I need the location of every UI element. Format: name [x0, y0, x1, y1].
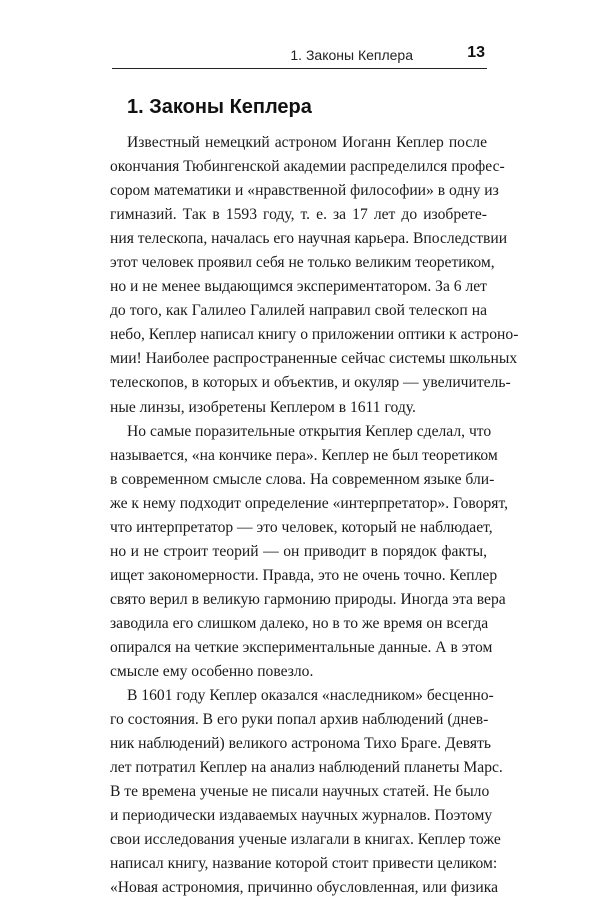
text-line: ищет закономерности. Правда, это не очень точно. Кеплер [110, 566, 498, 584]
text-line: опирался на четкие экспериментальные данные. А в этом [110, 638, 493, 656]
text-line: гимназий. Так в 1593 году, т. е. за 17 лет до изобрете- [110, 206, 487, 224]
text-line: называется, «на кончике пера». Кеплер не был теоретиком [110, 446, 498, 464]
text-line: свято верил в великую гармонию природы. Иногда эта вера [110, 590, 506, 608]
text-line: сором математики и «нравственной философии» в одну из [110, 182, 499, 200]
text-line: заводила его слишком далеко, но в то же время он всегда [110, 614, 489, 632]
text-line: свои исследования ученые излагали в книгах. Кеплер тоже [110, 831, 501, 849]
body-text [110, 131, 519, 901]
text-line: ные линзы, изобретены Кеплером в 1611 году. [110, 398, 416, 416]
text-line: этот человек проявил себя не только великим теоретиком, [110, 254, 495, 272]
text-line: смысле ему особенно повезло. [110, 663, 314, 681]
text-line: в современном смысле слова. На современном языке бли- [110, 470, 495, 488]
text-line: и периодически издаваемых научных журналов. Поэтому [110, 807, 493, 825]
text-line: лет потратил Кеплер на анализ наблюдений планеты Марс. [110, 759, 503, 777]
text-line: В 1601 году Кеплер оказался «наследником» бесценно- [127, 687, 494, 705]
text-line: но и не строит теорий — он приводит в порядок факты, [110, 542, 487, 560]
paragraph-2 [110, 420, 508, 685]
text-line: «Новая астрономия, причинно обусловленная, или физика [110, 879, 498, 897]
text-line: написал книгу, название которой стоит привести целиком: [110, 855, 498, 873]
text-line: го состояния. В его руки попал архив наблюдений (днев- [110, 711, 489, 729]
running-head [112, 38, 487, 69]
page-number: 13 [467, 44, 485, 61]
paragraph-1 [110, 131, 519, 420]
paragraph-3 [110, 684, 503, 900]
chapter-heading: 1. Законы Кеплера [127, 96, 312, 118]
text-line: но и не менее выдающимся экспериментатором. За 6 лет [110, 278, 487, 296]
text-line: телескопов, в которых и объектив, и окуляр — увеличитель- [110, 374, 511, 392]
text-line: же к нему подходит определение «интерпретатор». Говорят, [110, 494, 508, 512]
text-line: окончания Тюбингенской академии распределился профес- [110, 158, 505, 176]
text-line: что интерпретатор — это человек, который не наблюдает, [110, 518, 493, 536]
text-line: мии! Наиболее распространенные сейчас системы школьных [110, 350, 518, 368]
text-line: В те времена ученые не писали научных статей. Не было [110, 783, 490, 801]
text-line: до того, как Галилео Галилей направил свой телескоп на [110, 302, 487, 320]
running-head-title: 1. Законы Кеплера [290, 47, 413, 63]
text-line: Но самые поразительные открытия Кеплер сделал, что [127, 422, 492, 440]
text-line: ник наблюдений) великого астронома Тихо Браге. Девять [110, 735, 492, 753]
text-line: ния телескопа, началась его научная карьера. Впоследствии [110, 230, 508, 248]
text-line: Известный немецкий астроном Иоганн Кеплер после [127, 134, 487, 151]
text-line: небо, Кеплер написал книгу о приложении оптики к астроно- [110, 326, 519, 344]
